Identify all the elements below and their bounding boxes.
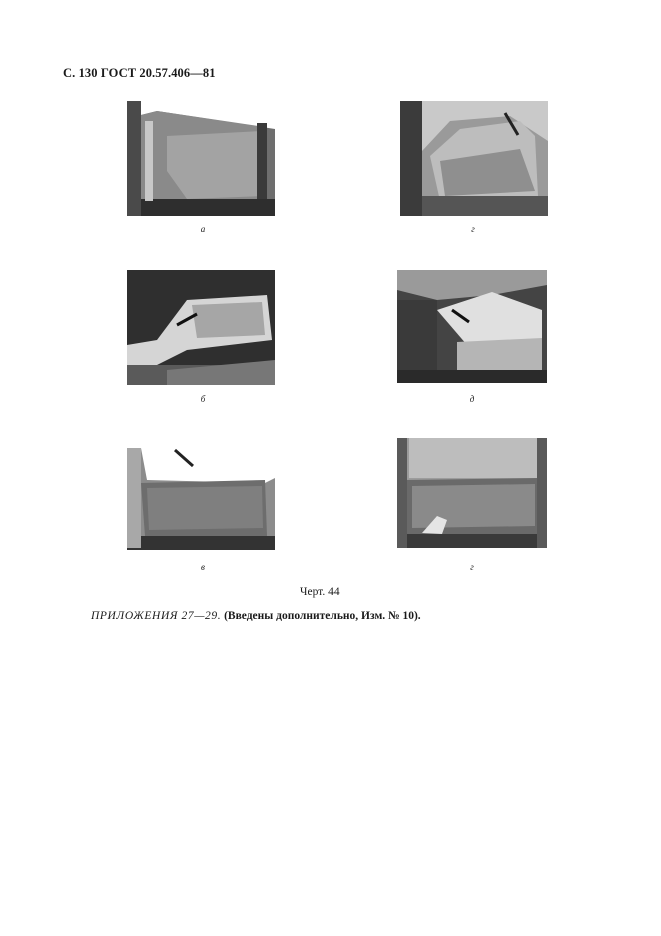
photo-a xyxy=(127,101,275,216)
photo-v xyxy=(127,438,275,550)
photo-g-top-label: г xyxy=(471,224,475,234)
appendix-note xyxy=(91,610,421,622)
photo-v-label: в xyxy=(201,562,205,572)
appendix-note-bold: (Введены дополнительно, Изм. № 10). xyxy=(224,610,421,622)
photo-d-label: д xyxy=(469,394,475,404)
photo-b-label: б xyxy=(200,394,206,404)
photo-g-bottom-label: г xyxy=(470,562,474,572)
page-header: С. 130 ГОСТ 20.57.406—81 xyxy=(63,66,216,80)
photo-g-bottom xyxy=(397,438,547,548)
photo-g-top xyxy=(400,101,548,216)
photo-b xyxy=(127,270,275,385)
photo-a-label: а xyxy=(200,224,206,234)
photo-d xyxy=(397,270,547,383)
appendix-note-italic: ПРИЛОЖЕНИЯ 27—29. xyxy=(91,610,222,622)
figure-caption: Черт. 44 xyxy=(300,586,340,598)
